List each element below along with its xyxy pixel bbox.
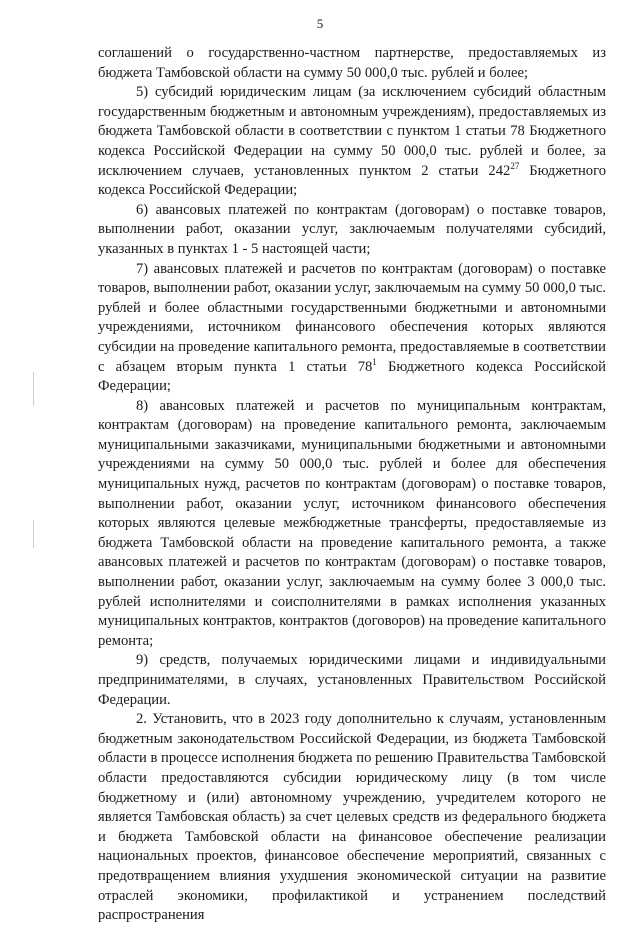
paragraph-text: 7) авансовых платежей и расчетов по контрактам (договорам) о поставке товаров, выполнении работ, оказании услуг, заключаемым на сумму 50 000,0 тыс. рублей и более областными государственными бюджетными и автономными учреждениями, источником финансового обеспечения которых являются субсидии на проведение капитального ремонта, предоставляемые в соответствии с абзацем вторым пункта 1 статьи 78 [98,260,606,375]
paragraph-text: 2. Установить, что в 2023 году дополнительно к случаям, установленным бюджетным законодательством Российской Федерации, из бюджета Тамбовской области в процессе исполнения бюджета по решению Правительства Тамбовской области предоставляются субсидии юридическому лицу (в том числе бюджетному и (или) автономному учреждению, учредителем которого не является Тамбовская область) за счет целевых средств из федерального бюджета и бюджета Тамбовской области на финансовое обеспечение реализации национальных проектов, финансовое обеспечение мероприятий, связанных с предотвращением влияния ухудшения экономической ситуации на развитие отраслей экономики, профилактикой и устранением последствий распространения [98,711,606,924]
paragraph-text: 8) авансовых платежей и расчетов по муниципальным контрактам, контрактам (договорам) на проведение капитального ремонта, заключаемым муниципальными заказчиками, муниципальными бюджетными и автономными учреждениями на сумму 50 000,0 тыс. рублей и более для обеспечения муниципальных нужд, расчетов по контрактам (договорам) о поставке товаров, выполнении работ, оказании услуг, источником финансового обеспечения которых являются целевые межбюджетные трансферты, предоставляемые из бюджета Тамбовской области на проведение капитального ремонта, а также авансовых платежей и расчетов по контрактам (договорам) о поставке товаров, выполнении работ, оказании услуг, заключаемым на сумму более 3 000,0 тыс. рублей исполнителями и соисполнителями в рамках исполнения указанных муниципальных контрактов, контрактов (договоров) на проведение капитального ремонта; [98,397,606,649]
paragraph-text-tail: Бюджетного кодекса Российской Федерации; [98,162,607,199]
paragraph-text: 9) средств, получаемых юридическими лицами и индивидуальными предпринимателями, в случаях, установленных Правительством Российской Федерации. [98,652,606,708]
paragraph-item-5 [98,83,606,201]
paragraph-item-8 [98,397,606,652]
paragraph-item-9 [98,651,606,710]
paragraph-item-7 [98,260,606,397]
paragraph-item-6 [98,201,606,260]
paragraph-text: 6) авансовых платежей по контрактам (договорам) о поставке товаров, выполнении работ, оказании услуг, заключаемым получателями субсидий, указанных в пунктах 1 - 5 настоящей части; [98,201,606,257]
paragraph-text: соглашений о государственно-частном партнерстве, предоставляемых из бюджета Тамбовской области на сумму 50 000,0 тыс. рублей и более; [98,45,606,81]
superscript: 27 [510,160,520,171]
paragraph-continuation [98,44,606,83]
paragraph-text-tail: Бюджетного кодекса Российской Федерации; [98,358,606,395]
scan-margin-mark [33,520,34,548]
paragraph-text: 5) субсидий юридическим лицам (за исключением субсидий областным государственным бюджетным и автономным учреждениям), предоставляемых из бюджета Тамбовской области в соответствии с пунктом 1 статьи 78 Бюджетного кодекса Российской Федерации на сумму 50 000,0 тыс. рублей и более, за исключением случаев, установленных пунктом 2 статьи 242 [98,84,606,179]
superscript: 1 [372,356,377,367]
paragraph-section-2 [98,710,606,926]
document-body [98,44,606,926]
scan-margin-mark [33,372,34,406]
page-number: 5 [316,16,324,31]
